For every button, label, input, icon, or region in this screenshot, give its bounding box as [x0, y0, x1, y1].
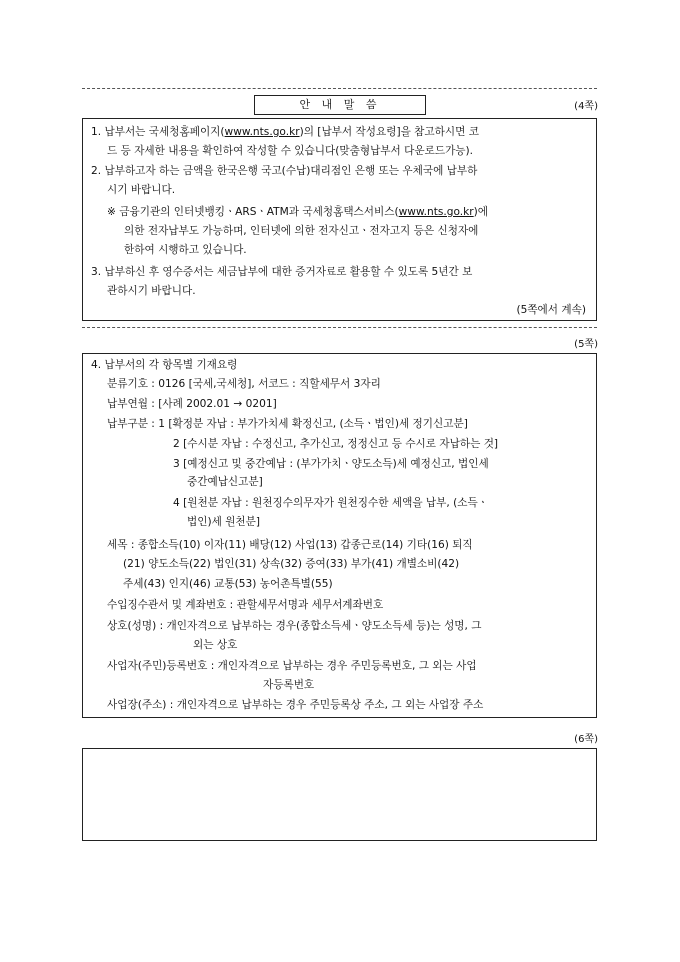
guide-box	[82, 118, 597, 321]
classification-code: 분류기호 : 0126 [국세,국세청], 서코드 : 직할세무서 3자리	[107, 378, 381, 390]
guide-item-2-line-2: 시기 바랍니다.	[107, 184, 176, 196]
payment-type-2: 2 [수시분 자납 : 수정신고, 추가신고, 정정신고 등 수시로 자납하는 것]	[173, 438, 499, 450]
business-address: 사업장(주소) : 개인자격으로 납부하는 경우 주민등록상 주소, 그 외는 사업장 주소	[107, 699, 484, 711]
hometax-link[interactable]: www.nts.go.kr	[398, 206, 474, 218]
items-box	[82, 353, 597, 718]
payment-type-3-line-1: 3 [예정신고 및 중간예납 : (부가가치ㆍ양도소득)세 예정신고, 법인세	[173, 458, 489, 470]
guide-item-3-line-1: 3. 납부하신 후 영수증서는 세금납부에 대한 증거자료로 활용할 수 있도록 5년간 보	[91, 266, 473, 278]
payment-type-1: 납부구분 : 1 [확정분 자납 : 부가가치세 확정신고, (소득ㆍ법인)세 정기신고분]	[107, 418, 468, 430]
guide-note-line-2: 의한 전자납부도 가능하며, 인터넷에 의한 전자신고ㆍ전자고지 등은 신청자에	[124, 225, 479, 237]
registration-number-line-2: 자등록번호	[263, 679, 315, 691]
guide-note-line-3: 한하여 시행하고 있습니다.	[124, 244, 247, 256]
page-number-6: (6쪽)	[574, 734, 598, 745]
nts-link[interactable]: www.nts.go.kr	[224, 126, 300, 138]
guide-title: 안 내 말 씀	[254, 95, 426, 115]
tax-item-line-2: (21) 양도소득(22) 법인(31) 상속(32) 증여(33) 부가(41) 개별소비(42)	[123, 558, 460, 570]
blank-box	[82, 748, 597, 841]
guide-item-2-line-1: 2. 납부하고자 하는 금액을 한국은행 국고(수납)대리점인 은행 또는 우체국에 납부하	[91, 165, 478, 177]
office-account: 수입징수관서 및 계좌번호 : 관할세무서명과 세무서계좌번호	[107, 599, 384, 611]
business-name-line-2: 외는 상호	[193, 639, 238, 651]
payment-type-3-line-2: 중간예납신고분]	[187, 476, 263, 488]
tax-item-line-1: 세목 : 종합소득(10) 이자(11) 배당(12) 사업(13) 갑종근로(14) 기타(16) 퇴직	[107, 539, 473, 551]
registration-number-line-1: 사업자(주민)등록번호 : 개인자격으로 납부하는 경우 주민등록번호, 그 외는 사업	[107, 660, 477, 672]
mid-divider	[82, 327, 597, 328]
tax-item-line-3: 주세(43) 인지(46) 교통(53) 농어촌특별(55)	[123, 578, 333, 590]
guide-item-3-line-2: 관하시기 바랍니다.	[107, 285, 196, 297]
top-divider	[82, 88, 597, 89]
payment-type-4-line-2: 법인)세 원천분]	[187, 516, 261, 528]
continued-note: (5쪽에서 계속)	[516, 304, 586, 316]
payment-type-4-line-1: 4 [원천분 자납 : 원천징수의무자가 원천징수한 세액을 납부, (소득ㆍ	[173, 497, 488, 509]
business-name-line-1: 상호(성명) : 개인자격으로 납부하는 경우(종합소득세ㆍ양도소득세 등)는 성명, 그	[107, 620, 482, 632]
guide-item-1-line-2: 드 등 자세한 내용을 확인하여 작성할 수 있습니다(맞춤형납부서 다운로드가능).	[107, 145, 474, 157]
guide-note-line-1: ※ 금융기관의 인터넷뱅킹ㆍARSㆍATM과 국세청홈택스서비스(www.nts.go.kr)에	[107, 206, 489, 218]
guide-item-1-line-1: 1. 납부서는 국세청홈페이지(www.nts.go.kr)의 [납부서 작성요령]을 참고하시면 코	[91, 126, 479, 138]
items-heading: 4. 납부서의 각 항목별 기재요령	[91, 359, 238, 371]
payment-period: 납부연월 : [사례 2002.01 → 0201]	[107, 398, 277, 410]
page-number-4: (4쪽)	[574, 101, 598, 112]
page-number-5: (5쪽)	[574, 339, 598, 350]
